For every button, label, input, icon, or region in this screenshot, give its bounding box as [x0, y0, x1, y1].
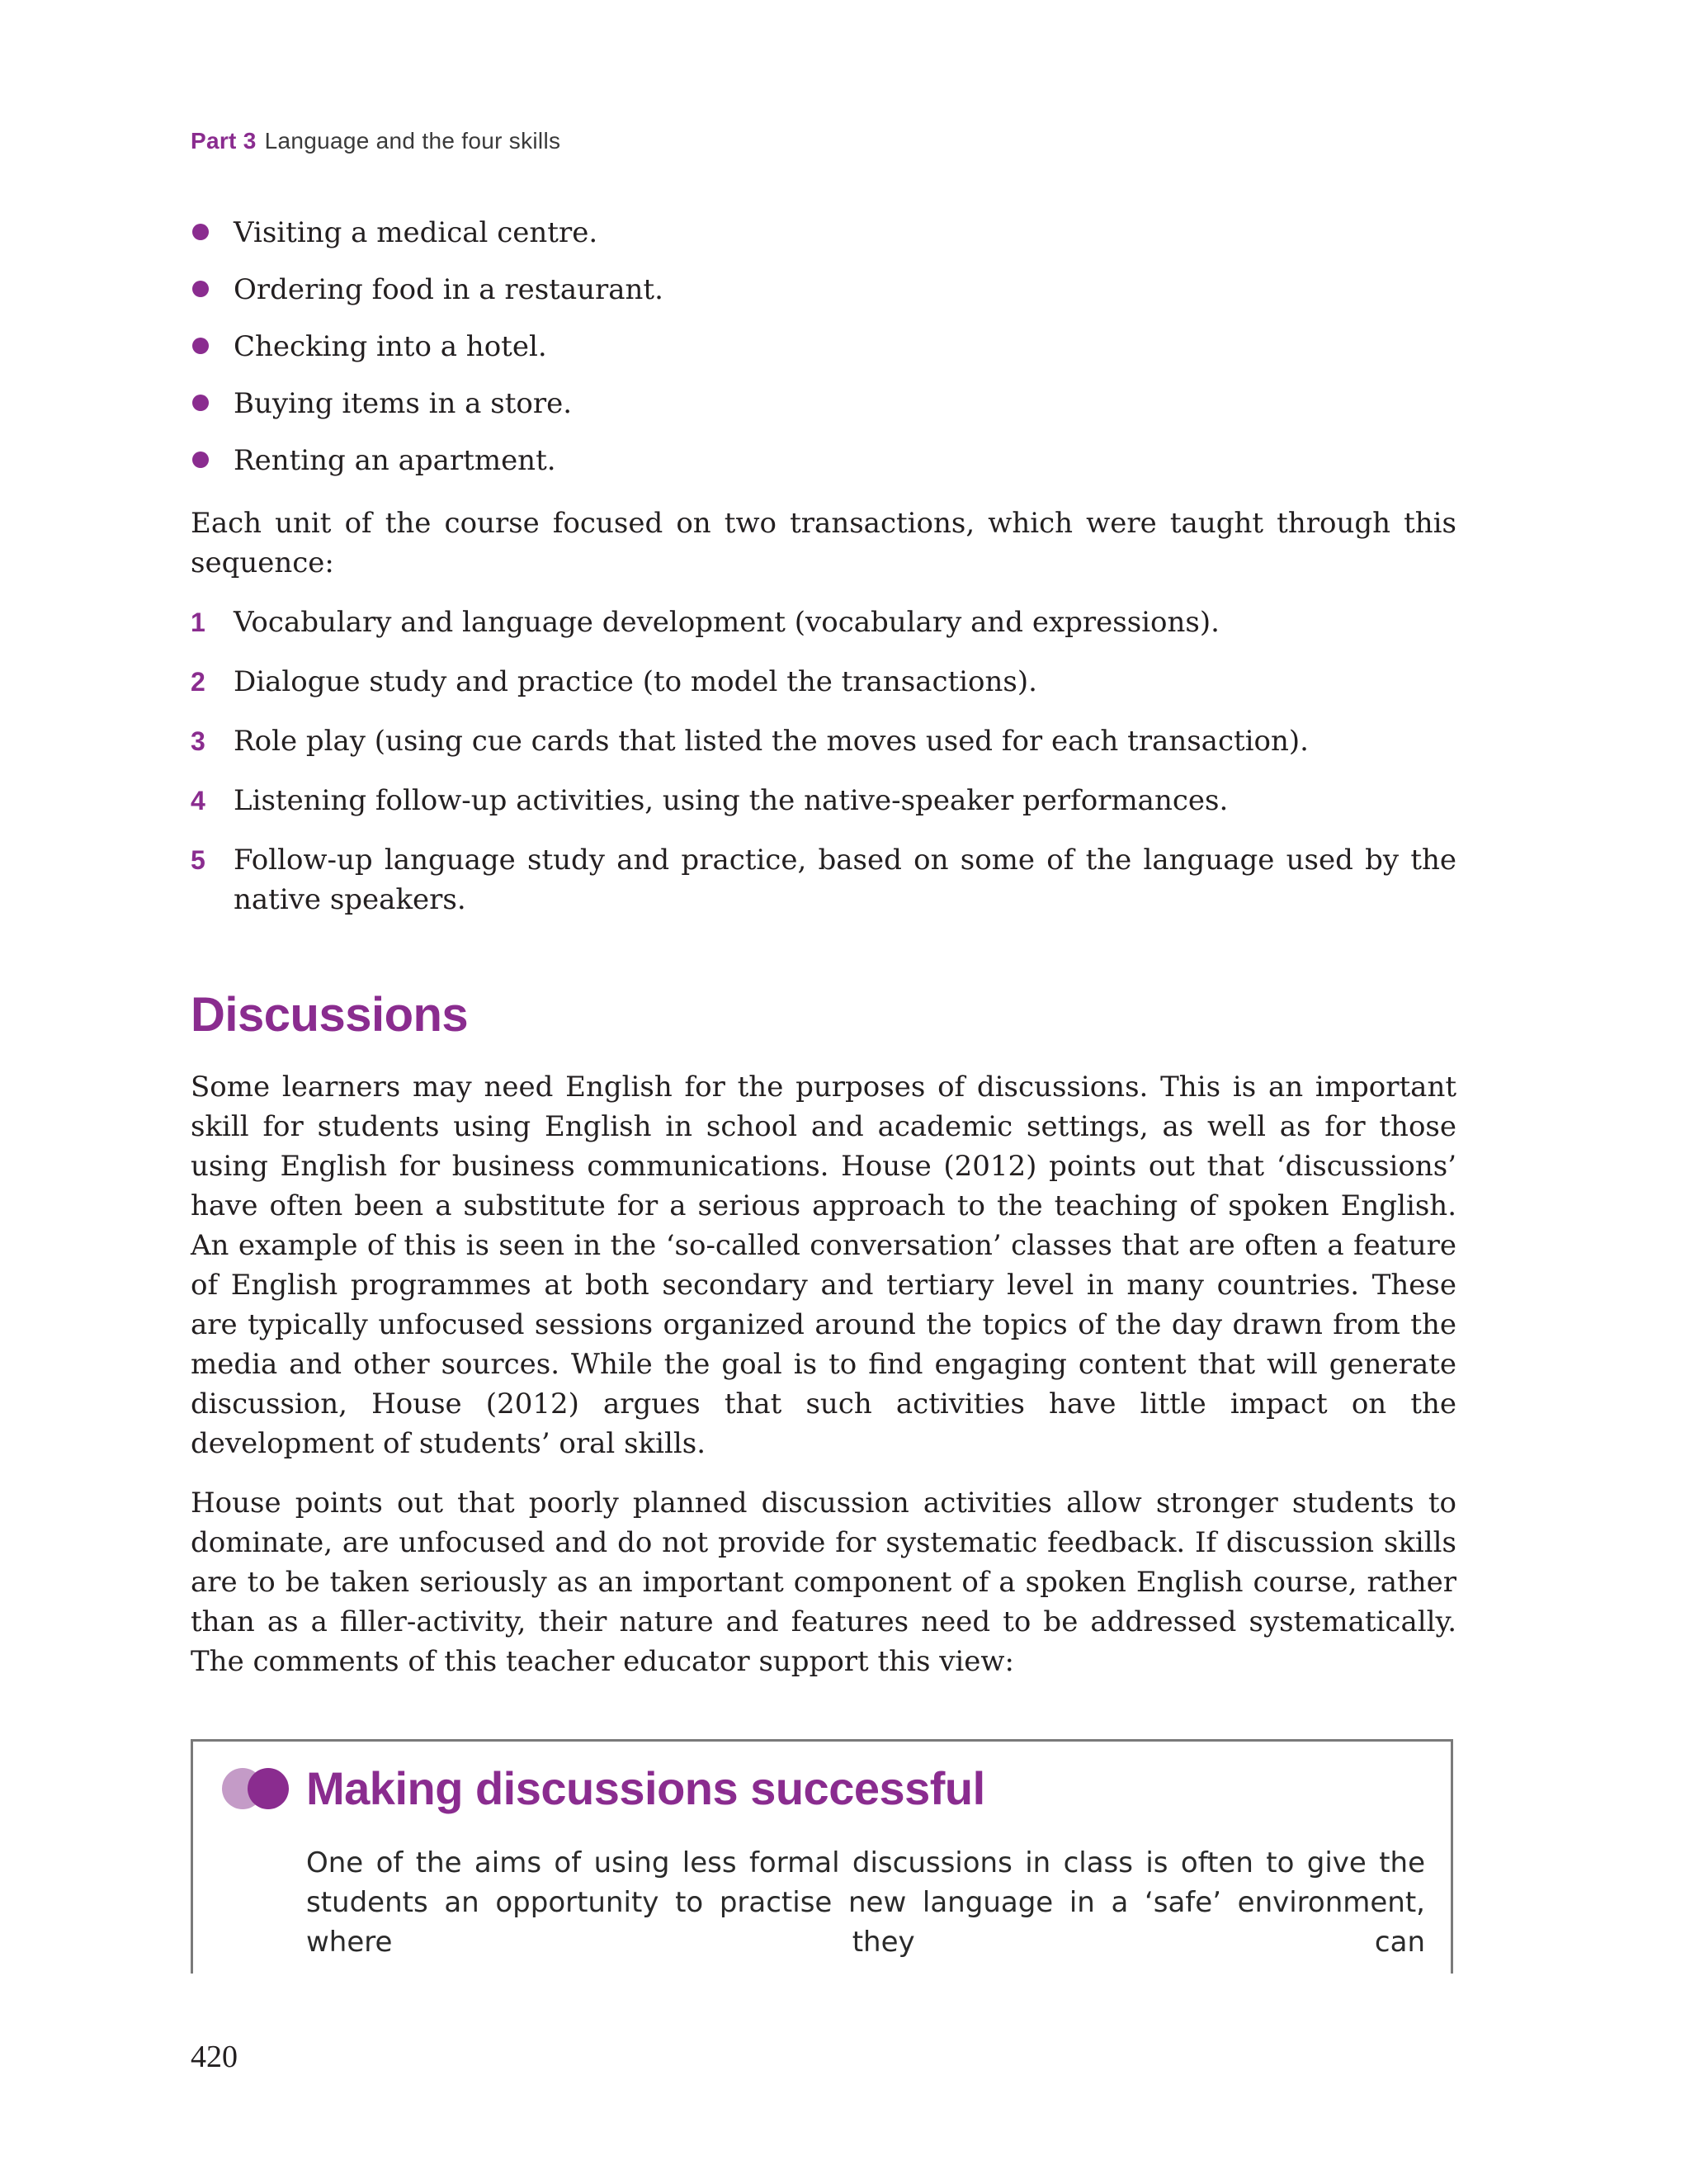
list-item — [191, 213, 1456, 270]
item-number: 1 — [191, 607, 205, 637]
numbered-item-text: Follow-up language study and practice, based on some of the language used by the native speakers. — [234, 844, 1456, 916]
double-circle-icon — [221, 1767, 290, 1810]
list-item — [191, 270, 1456, 327]
numbered-item-text: Dialogue study and practice (to model the transactions). — [234, 665, 1037, 698]
list-item — [191, 441, 1456, 498]
bullet-dot-icon — [192, 395, 209, 411]
item-number: 3 — [191, 726, 205, 756]
list-item-text: Checking into a hotel. — [234, 330, 547, 363]
numbered-item-text: Vocabulary and language development (vocabulary and expressions). — [234, 606, 1220, 639]
numbered-item — [191, 662, 1456, 702]
discussions-paragraph-2: House points out that poorly planned discussion activities allow stronger students to dominate, are unfocused and do not provide for systematic feedback. If discussion skills are to be taken seriously as an important component of a spoken English course, rather than as a filler-activity, their nature and features need to be addressed systematically. The comments of this teacher educator support this view: — [191, 1487, 1456, 1678]
list-item-text: Renting an apartment. — [234, 444, 556, 477]
box-text: One of the aims of using less formal discussions in class is often to give the students an opportunity to practise new language in a ‘safe’ environment, where they can — [306, 1846, 1425, 1959]
numbered-item-text: Role play (using cue cards that listed the moves used for each transaction). — [234, 725, 1309, 758]
list-item-text: Buying items in a store. — [234, 387, 573, 420]
numbered-item — [191, 721, 1456, 761]
list-item-text: Visiting a medical centre. — [234, 216, 598, 249]
bullet-dot-icon — [192, 451, 209, 468]
numbered-item-text: Listening follow-up activities, using the native-speaker performances. — [234, 784, 1229, 817]
item-number: 5 — [191, 845, 205, 875]
list-item — [191, 327, 1456, 384]
list-item-text: Ordering food in a restaurant. — [234, 273, 663, 306]
numbered-item — [191, 781, 1456, 820]
item-number: 2 — [191, 667, 205, 697]
item-number: 4 — [191, 786, 205, 815]
running-head — [191, 128, 560, 154]
transactions-bullet-list — [191, 213, 1456, 498]
numbered-item — [191, 603, 1456, 642]
sequence-numbered-list — [191, 603, 1456, 939]
running-head-title: Language and the four skills — [264, 128, 561, 154]
page-number: 420 — [191, 2040, 238, 2074]
intro-paragraph: Each unit of the course focused on two transactions, which were taught through this sequence: — [191, 507, 1456, 579]
list-item — [191, 384, 1456, 441]
section-heading: Discussions — [191, 988, 469, 1042]
box-title: Making discussions successful — [306, 1762, 985, 1814]
feature-box — [191, 1739, 1453, 1974]
bullet-dot-icon — [192, 338, 209, 354]
numbered-item — [191, 840, 1456, 919]
bullet-dot-icon — [192, 224, 209, 240]
running-head-part: Part 3 — [191, 128, 257, 154]
discussions-paragraph-1: Some learners may need English for the purposes of discussions. This is an important skill for students using English in school and academic settings, as well as for those using English for business communications. House (2012) points out that ‘discussions’ have often been a substitute for a serious approach to the teaching of spoken English. An example of this is seen in the ‘so-called conversation’ classes that are often a feature of English programmes at both secondary and tertiary level in many countries. These are typically unfocused sessions organized around the topics of the day drawn from the media and other sources. While the goal is to find engaging content that will generate discussion, House (2012) argues that such activities have little impact on the development of students’ oral skills. — [191, 1071, 1456, 1460]
bullet-dot-icon — [192, 281, 209, 297]
